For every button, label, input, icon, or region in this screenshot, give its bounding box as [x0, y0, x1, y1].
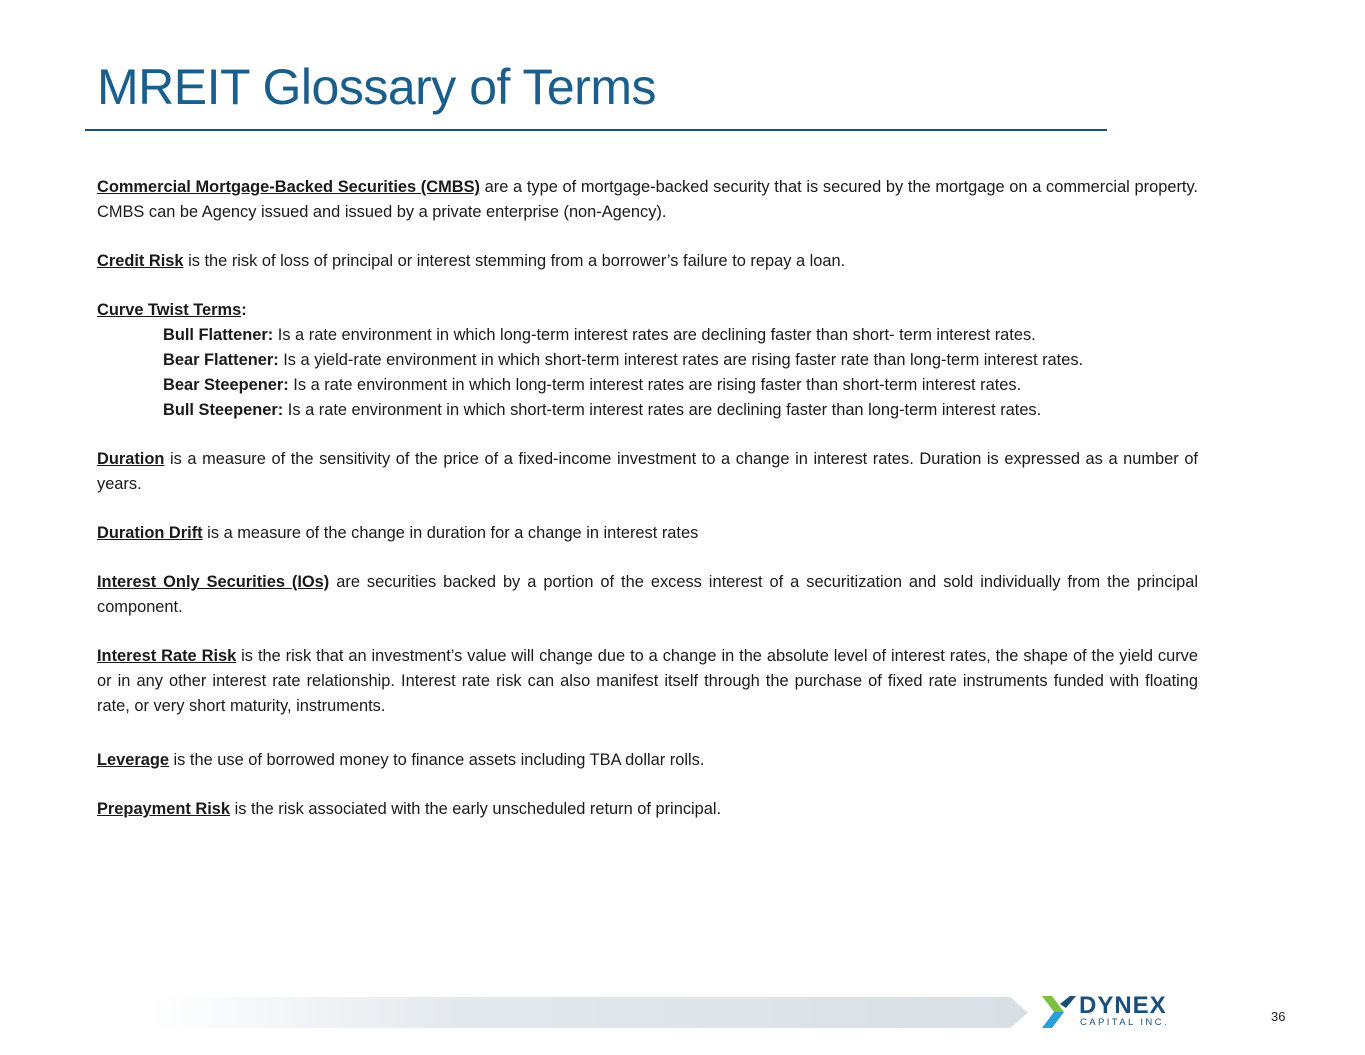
glossary-term: Duration Drift: [97, 524, 203, 542]
glossary-definition: are a type of mortgage-backed security that is secured by the mortgage on a commercial property. CMBS can be Agency issued and issued by a private enterprise (non-Agency).: [97, 178, 1198, 221]
glossary-term: Commercial Mortgage-Backed Securities (CMBS): [97, 178, 480, 196]
glossary-entry-credit-risk: [97, 249, 1198, 274]
sub-definition: Is a rate environment in which long-term interest rates are declining faster than short- term interest rates.: [273, 326, 1036, 344]
sub-definition: Is a rate environment in which short-term interest rates are declining faster than long-term interest rates.: [283, 401, 1042, 419]
logo-subtitle: CAPITAL INC.: [1080, 1017, 1169, 1028]
glossary-entry-curve-twist-terms: [97, 298, 1198, 323]
glossary-term: Interest Rate Risk: [97, 647, 237, 665]
glossary-term: Leverage: [97, 751, 169, 769]
glossary-term: Prepayment Risk: [97, 800, 231, 818]
glossary-term: Duration: [97, 450, 165, 468]
sub-definition: Is a rate environment in which long-term interest rates are rising faster than short-term interest rates.: [288, 376, 1022, 394]
curve-twist-list: [97, 323, 1198, 423]
dynex-logo-mark-icon: [1040, 994, 1076, 1030]
glossary-term: Interest Only Securities (IOs): [97, 573, 330, 591]
sub-term: Bull Flattener:: [163, 326, 274, 344]
glossary-term-colon: :: [241, 301, 247, 319]
glossary-definition: is the risk of loss of principal or interest stemming from a borrower’s failure to repay a loan.: [183, 252, 846, 270]
page-title: MREIT Glossary of Terms: [97, 59, 656, 115]
glossary-entry-cmbs: [97, 175, 1198, 225]
sub-definition: Is a yield-rate environment in which short-term interest rates are rising faster rate than long-term interest rates.: [278, 351, 1084, 369]
glossary-term: Curve Twist Terms: [97, 301, 242, 319]
curve-twist-item-bear-flattener: [97, 348, 1198, 373]
page-number: 36: [1271, 1009, 1286, 1024]
glossary-term: Credit Risk: [97, 252, 184, 270]
glossary-definition: is the risk associated with the early unscheduled return of principal.: [230, 800, 722, 818]
glossary-definition: is a measure of the sensitivity of the price of a fixed-income investment to a change in interest rates. Duration is expressed as a number of years.: [97, 450, 1198, 493]
curve-twist-item-bull-flattener: [97, 323, 1198, 348]
glossary-entry-duration-drift: [97, 521, 1198, 546]
title-divider: [85, 129, 1107, 131]
sub-term: Bull Steepener:: [163, 401, 284, 419]
dynex-logo: [1040, 994, 1180, 1030]
glossary-entry-prepayment-risk: [97, 797, 1198, 822]
glossary-definition: is a measure of the change in duration for a change in interest rates: [202, 524, 699, 542]
glossary-definition: are securities backed by a portion of the excess interest of a securitization and sold individually from the principal component.: [97, 573, 1198, 616]
curve-twist-item-bear-steepener: [97, 373, 1198, 398]
sub-term: Bear Flattener:: [163, 351, 279, 369]
glossary-definition: is the risk that an investment’s value will change due to a change in the absolute level of interest rates, the shape of the yield curve or in any other interest rate relationship. Interest rate risk can also manifest itself through the purchase of fixed rate instruments funded with floating rate, or very short maturity, instruments.: [97, 647, 1198, 715]
glossary-entry-leverage: [97, 748, 1198, 773]
glossary-definition: is the use of borrowed money to finance assets including TBA dollar rolls.: [168, 751, 705, 769]
glossary-entry-duration: [97, 447, 1198, 497]
glossary-entry-interest-rate-risk: [97, 644, 1198, 719]
curve-twist-item-bull-steepener: [97, 398, 1198, 423]
glossary-content: [97, 175, 1198, 822]
footer-gradient-bar: [150, 997, 1028, 1028]
sub-term: Bear Steepener:: [163, 376, 289, 394]
logo-wordmark: DYNEX: [1079, 992, 1167, 1019]
glossary-entry-interest-only-securities: [97, 570, 1198, 620]
